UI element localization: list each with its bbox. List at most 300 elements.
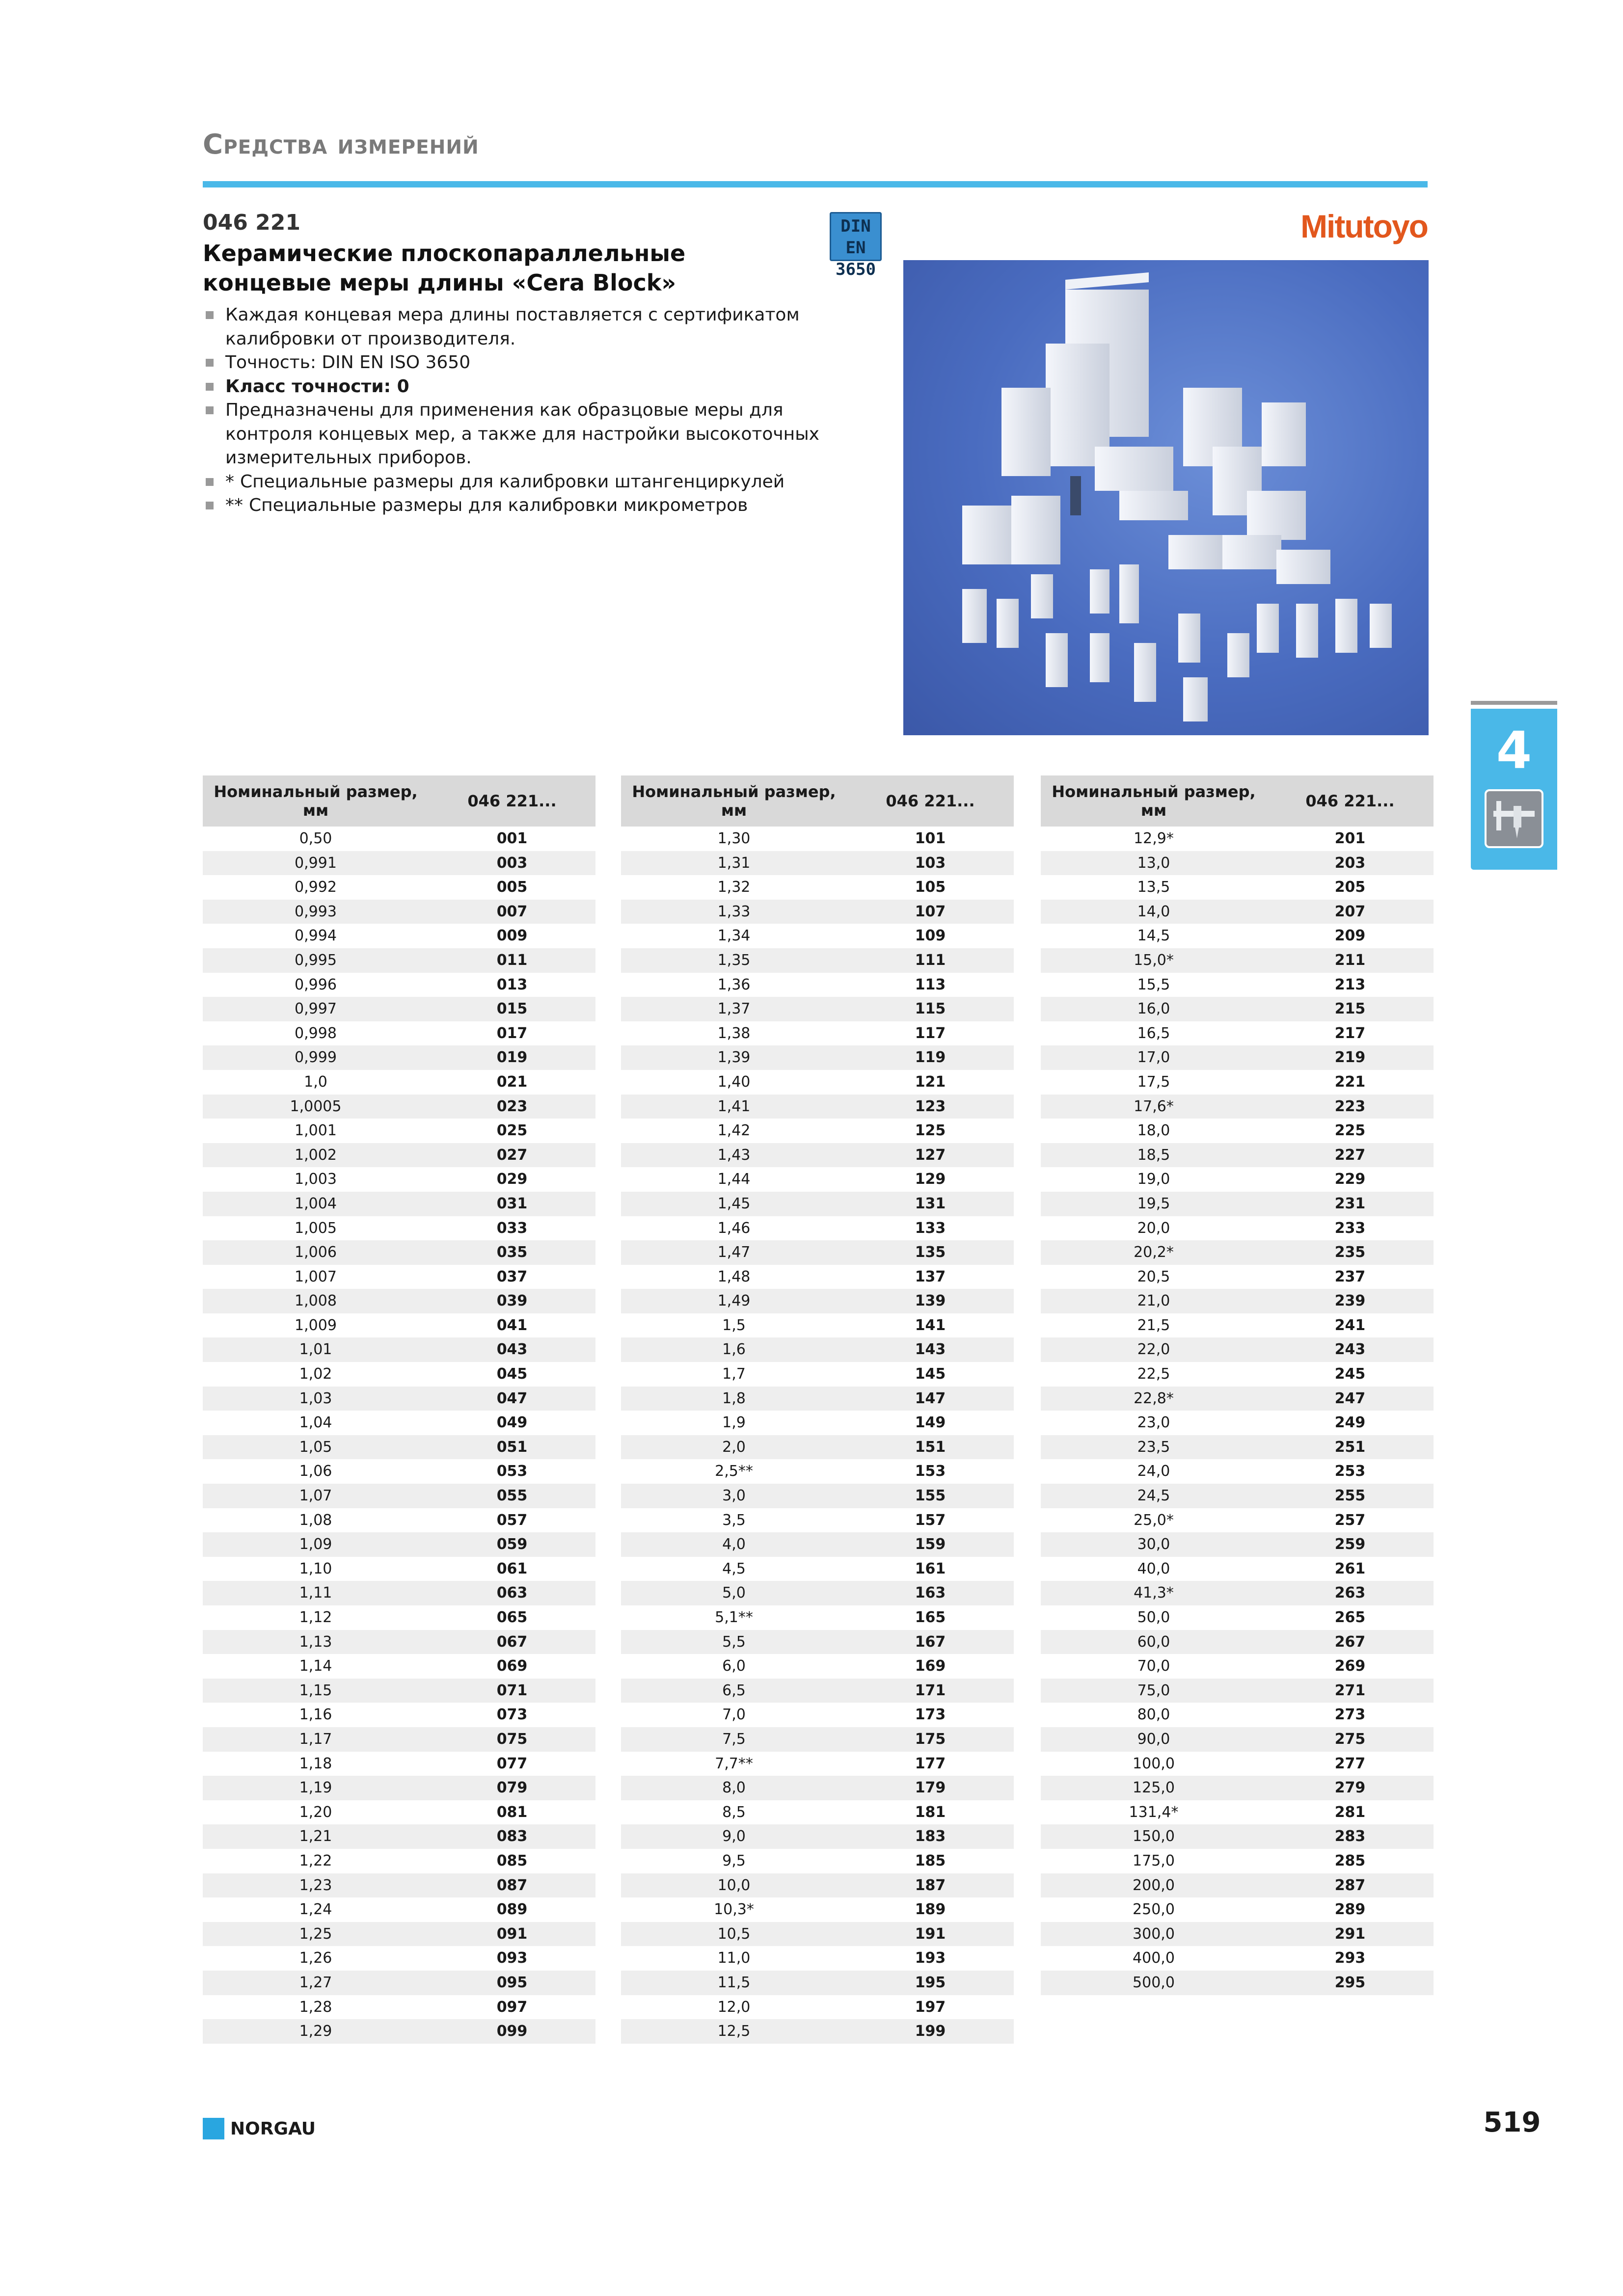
code-cell: 067 — [429, 1630, 595, 1655]
code-cell: 071 — [429, 1679, 595, 1703]
table-row — [621, 1021, 1014, 1046]
bullet-icon — [206, 502, 214, 509]
table-row — [1041, 1824, 1434, 1849]
table-row — [203, 1362, 595, 1387]
table-row — [1041, 1045, 1434, 1070]
size-cell: 1,9 — [722, 1414, 746, 1432]
table-row — [203, 1337, 595, 1362]
code-cell: 237 — [1334, 1268, 1366, 1285]
table-row — [1041, 1581, 1434, 1605]
size-cell: 11,0 — [717, 1949, 751, 1967]
size-cell: 400,0 — [1133, 1949, 1175, 1967]
code-cell: 113 — [915, 976, 946, 993]
code-cell: 219 — [1267, 1045, 1434, 1070]
table-row — [1041, 1703, 1434, 1727]
size-cell: 0,997 — [203, 997, 429, 1021]
table-row — [203, 827, 595, 851]
table-row — [1041, 1532, 1434, 1557]
code-cell: 089 — [496, 1901, 528, 1919]
table-row — [1041, 1849, 1434, 1873]
table-row — [621, 1362, 1014, 1387]
size-cell: 1,49 — [621, 1289, 847, 1313]
table-row — [203, 1095, 595, 1119]
code-cell: 231 — [1267, 1192, 1434, 1216]
size-cell: 19,5 — [1041, 1192, 1267, 1216]
code-cell: 213 — [1334, 976, 1366, 993]
size-cell: 17,0 — [1041, 1045, 1267, 1070]
size-cell: 1,16 — [299, 1706, 332, 1724]
table-row — [1041, 1313, 1434, 1338]
size-cell: 9,0 — [621, 1824, 847, 1849]
size-cell: 1,24 — [299, 1901, 332, 1919]
table-row — [1041, 1021, 1434, 1046]
table-row — [203, 1119, 595, 1143]
size-cell: 1,0005 — [203, 1095, 429, 1119]
table-row — [1041, 1557, 1434, 1581]
table-row — [621, 1337, 1014, 1362]
size-cell: 1,12 — [299, 1609, 332, 1626]
code-cell: 149 — [915, 1414, 946, 1432]
size-cell: 22,0 — [1041, 1337, 1267, 1362]
size-cell: 1,38 — [717, 1024, 751, 1042]
size-cell: 8,0 — [621, 1776, 847, 1800]
code-cell: 275 — [1267, 1727, 1434, 1752]
code-cell: 087 — [429, 1873, 595, 1898]
size-cell: 1,007 — [295, 1268, 337, 1285]
code-cell: 103 — [847, 851, 1014, 876]
code-cell: 059 — [429, 1532, 595, 1557]
table-row — [621, 1581, 1014, 1605]
table-row — [203, 1192, 595, 1216]
feature-item — [203, 399, 821, 470]
size-cell: 7,7** — [715, 1755, 753, 1772]
table-row — [1041, 827, 1434, 851]
code-cell: 259 — [1267, 1532, 1434, 1557]
code-cell: 099 — [429, 2019, 595, 2044]
table-row — [1041, 1897, 1434, 1922]
code-cell: 281 — [1334, 1803, 1366, 1821]
size-cell: 9,5 — [722, 1852, 746, 1869]
chapter-number: 4 — [1496, 721, 1532, 780]
size-table-1 — [203, 775, 595, 2044]
table-row — [1041, 1095, 1434, 1119]
code-cell: 139 — [847, 1289, 1014, 1313]
size-cell: 12,0 — [717, 1998, 751, 2016]
code-cell: 169 — [915, 1657, 946, 1675]
code-cell: 263 — [1267, 1581, 1434, 1605]
size-cell: 7,5 — [621, 1727, 847, 1752]
size-cell: 6,5 — [621, 1679, 847, 1703]
table-row — [1041, 1362, 1434, 1387]
code-cell: 053 — [496, 1463, 528, 1480]
table-row — [1041, 1289, 1434, 1313]
size-cell: 300,0 — [1041, 1922, 1267, 1947]
size-cell: 21,0 — [1041, 1289, 1267, 1313]
table-row — [203, 1605, 595, 1630]
size-cell: 15,5 — [1137, 976, 1170, 993]
size-cell: 25,0* — [1134, 1511, 1174, 1529]
table-row — [1041, 1800, 1434, 1825]
table-row — [203, 1216, 595, 1241]
size-cell: 40,0 — [1137, 1560, 1170, 1577]
table-row — [1041, 1411, 1434, 1435]
code-cell: 195 — [847, 1971, 1014, 1995]
code-cell: 107 — [847, 900, 1014, 924]
size-cell: 1,20 — [299, 1803, 332, 1821]
din-standard-badge — [830, 212, 882, 279]
code-cell: 081 — [496, 1803, 528, 1821]
size-cell: 0,50 — [299, 830, 332, 847]
bullet-icon — [206, 311, 214, 319]
code-cell: 295 — [1267, 1971, 1434, 1995]
size-cell: 75,0 — [1041, 1679, 1267, 1703]
size-cell: 1,01 — [203, 1337, 429, 1362]
size-cell: 1,43 — [621, 1143, 847, 1168]
table-row — [1041, 1946, 1434, 1971]
code-cell: 229 — [1334, 1171, 1366, 1188]
size-cell: 1,13 — [203, 1630, 429, 1655]
code-cell: 055 — [429, 1484, 595, 1508]
code-cell: 125 — [915, 1122, 946, 1140]
feature-text: Класс точности: 0 — [225, 376, 409, 397]
size-cell: 1,31 — [621, 851, 847, 876]
code-cell: 151 — [847, 1435, 1014, 1460]
size-cell: 250,0 — [1133, 1901, 1175, 1919]
table-row — [1041, 1070, 1434, 1095]
size-cell: 41,3* — [1041, 1581, 1267, 1605]
size-cell: 2,0 — [621, 1435, 847, 1460]
size-cell: 17,6* — [1041, 1095, 1267, 1119]
size-cell: 24,0 — [1137, 1463, 1170, 1480]
table-row — [203, 1508, 595, 1533]
code-cell: 173 — [915, 1706, 946, 1724]
size-cell: 12,9* — [1134, 830, 1174, 847]
size-cell: 1,34 — [717, 927, 751, 945]
table-row — [1041, 1508, 1434, 1533]
table-row — [203, 1557, 595, 1581]
size-cell: 14,0 — [1041, 900, 1267, 924]
table-row — [621, 1971, 1014, 1995]
table-row — [203, 1995, 595, 2020]
code-cell: 155 — [847, 1484, 1014, 1508]
size-cell: 1,04 — [299, 1414, 332, 1432]
code-cell: 233 — [1334, 1219, 1366, 1237]
code-cell: 147 — [847, 1387, 1014, 1411]
code-cell: 235 — [1267, 1240, 1434, 1265]
size-cell: 5,0 — [621, 1581, 847, 1605]
feature-text: Точность: DIN EN ISO 3650 — [225, 352, 471, 373]
size-cell: 11,5 — [621, 1971, 847, 1995]
size-cell: 0,994 — [295, 927, 337, 945]
code-cell: 035 — [429, 1240, 595, 1265]
header-size: Номинальный размер, мм — [621, 775, 847, 827]
table-row — [203, 1387, 595, 1411]
table-row — [203, 900, 595, 924]
code-cell: 285 — [1334, 1852, 1366, 1869]
table-row — [621, 1484, 1014, 1508]
code-cell: 025 — [496, 1122, 528, 1140]
table-row — [621, 1045, 1014, 1070]
size-cell: 1,44 — [717, 1171, 751, 1188]
table-row — [203, 1411, 595, 1435]
table-row — [621, 1873, 1014, 1898]
code-cell: 277 — [1334, 1755, 1366, 1772]
size-cell: 1,06 — [299, 1463, 332, 1480]
product-title: Керамические плоскопараллельные концевые меры длины «Cera Block» — [203, 240, 686, 296]
size-cell: 1,47 — [621, 1240, 847, 1265]
size-cell: 16,5 — [1137, 1024, 1170, 1042]
code-cell: 197 — [915, 1998, 946, 2016]
size-cell: 1,15 — [203, 1679, 429, 1703]
feature-item — [203, 470, 821, 494]
table-row — [1041, 1216, 1434, 1241]
size-cell: 7,0 — [722, 1706, 746, 1724]
table-row — [621, 924, 1014, 948]
size-cell: 1,17 — [203, 1727, 429, 1752]
size-cell: 20,0 — [1137, 1219, 1170, 1237]
size-cell: 22,8* — [1041, 1387, 1267, 1411]
size-cell: 19,0 — [1137, 1171, 1170, 1188]
size-cell: 1,003 — [295, 1171, 337, 1188]
size-cell: 0,999 — [203, 1045, 429, 1070]
table-row — [203, 1679, 595, 1703]
table-row — [1041, 1143, 1434, 1168]
table-row — [621, 1897, 1014, 1922]
section-title: Средства измерений — [203, 129, 479, 160]
code-cell: 245 — [1334, 1365, 1366, 1383]
bullet-icon — [206, 478, 214, 486]
code-cell: 043 — [429, 1337, 595, 1362]
size-cell: 30,0 — [1041, 1532, 1267, 1557]
code-cell: 143 — [847, 1337, 1014, 1362]
table-row — [621, 1192, 1014, 1216]
table-row — [203, 1971, 595, 1995]
code-cell: 217 — [1334, 1024, 1366, 1042]
table-row — [621, 1630, 1014, 1655]
code-cell: 227 — [1267, 1143, 1434, 1168]
table-row — [1041, 1167, 1434, 1192]
code-cell: 015 — [429, 997, 595, 1021]
table-row — [203, 1630, 595, 1655]
table-row — [203, 1484, 595, 1508]
code-cell: 221 — [1334, 1073, 1366, 1091]
code-cell: 159 — [847, 1532, 1014, 1557]
size-cell: 1,33 — [621, 900, 847, 924]
code-cell: 131 — [847, 1192, 1014, 1216]
size-cell: 1,41 — [621, 1095, 847, 1119]
code-cell: 095 — [429, 1971, 595, 1995]
table-row — [203, 1143, 595, 1168]
code-cell: 279 — [1267, 1776, 1434, 1800]
size-cell: 200,0 — [1041, 1873, 1267, 1898]
table-row — [203, 1946, 595, 1971]
code-cell: 041 — [496, 1316, 528, 1334]
size-cell: 1,35 — [621, 948, 847, 973]
size-cell: 1,009 — [295, 1316, 337, 1334]
code-cell: 193 — [915, 1949, 946, 1967]
code-cell: 253 — [1334, 1463, 1366, 1480]
size-cell: 1,05 — [203, 1435, 429, 1460]
size-cell: 0,998 — [295, 1024, 337, 1042]
table-row — [621, 1119, 1014, 1143]
code-cell: 007 — [429, 900, 595, 924]
size-cell: 1,7 — [722, 1365, 746, 1383]
size-cell: 8,5 — [722, 1803, 746, 1821]
size-cell: 21,5 — [1137, 1316, 1170, 1334]
size-cell: 0,996 — [295, 976, 337, 993]
bullet-icon — [206, 406, 214, 414]
code-cell: 265 — [1334, 1609, 1366, 1626]
caliper-icon — [1485, 789, 1543, 848]
table-row — [203, 2019, 595, 2044]
code-cell: 109 — [915, 927, 946, 945]
code-cell: 045 — [496, 1365, 528, 1383]
size-cell: 0,993 — [203, 900, 429, 924]
size-cell: 1,03 — [203, 1387, 429, 1411]
header-code: 046 221... — [847, 775, 1014, 827]
size-cell: 1,29 — [203, 2019, 429, 2044]
table-row — [203, 1045, 595, 1070]
code-cell: 115 — [847, 997, 1014, 1021]
table-row — [621, 1240, 1014, 1265]
size-cell: 1,8 — [621, 1387, 847, 1411]
size-cell: 1,006 — [203, 1240, 429, 1265]
table-row — [1041, 948, 1434, 973]
size-cell: 1,32 — [717, 879, 751, 896]
size-cell: 1,5 — [722, 1316, 746, 1334]
table-row — [1041, 1922, 1434, 1947]
code-cell: 163 — [847, 1581, 1014, 1605]
table-row — [203, 1070, 595, 1095]
size-cell: 1,0 — [304, 1073, 327, 1091]
table-row — [621, 1265, 1014, 1289]
code-cell: 075 — [429, 1727, 595, 1752]
bullet-icon — [206, 359, 214, 367]
table-row — [203, 1897, 595, 1922]
table-row — [203, 997, 595, 1021]
size-cell: 1,21 — [203, 1824, 429, 1849]
table-row — [1041, 973, 1434, 997]
code-cell: 027 — [429, 1143, 595, 1168]
table-row — [621, 1557, 1014, 1581]
table-row — [621, 1727, 1014, 1752]
code-cell: 201 — [1334, 830, 1366, 847]
code-cell: 129 — [915, 1171, 946, 1188]
size-cell: 18,5 — [1041, 1143, 1267, 1168]
size-cell: 20,2* — [1041, 1240, 1267, 1265]
size-cell: 175,0 — [1133, 1852, 1175, 1869]
size-table-3 — [1041, 775, 1434, 1995]
code-cell: 203 — [1267, 851, 1434, 876]
size-cell: 90,0 — [1041, 1727, 1267, 1752]
code-cell: 051 — [429, 1435, 595, 1460]
header-code: 046 221... — [429, 775, 595, 827]
feature-item — [203, 351, 821, 375]
table-row — [1041, 1459, 1434, 1484]
size-cell: 10,0 — [621, 1873, 847, 1898]
table-row — [621, 997, 1014, 1021]
size-cell: 4,0 — [621, 1532, 847, 1557]
table-row — [621, 1387, 1014, 1411]
brand-name: Mitutoyo — [1300, 208, 1428, 244]
size-cell: 1,18 — [299, 1755, 332, 1772]
table-row — [203, 1800, 595, 1825]
code-cell: 183 — [847, 1824, 1014, 1849]
table-row — [621, 900, 1014, 924]
code-cell: 291 — [1267, 1922, 1434, 1947]
table-row — [1041, 851, 1434, 876]
table-row — [621, 1289, 1014, 1313]
header-code: 046 221... — [1267, 775, 1434, 827]
feature-item — [203, 375, 821, 399]
size-cell: 131,4* — [1129, 1803, 1179, 1821]
size-cell: 125,0 — [1041, 1776, 1267, 1800]
feature-text: Каждая концевая мера длины поставляется с сертификатом калибровки от производителя. — [225, 305, 800, 349]
code-cell: 161 — [915, 1560, 946, 1577]
size-cell: 16,0 — [1041, 997, 1267, 1021]
code-cell: 215 — [1267, 997, 1434, 1021]
size-cell: 3,0 — [621, 1484, 847, 1508]
code-cell: 223 — [1267, 1095, 1434, 1119]
table-row — [203, 973, 595, 997]
table-row — [203, 1849, 595, 1873]
table-row — [1041, 1387, 1434, 1411]
table-row — [621, 1824, 1014, 1849]
code-cell: 013 — [496, 976, 528, 993]
size-cell: 1,14 — [299, 1657, 332, 1675]
code-cell: 097 — [496, 1998, 528, 2016]
size-cell: 1,002 — [203, 1143, 429, 1168]
table-row — [1041, 1630, 1434, 1655]
code-cell: 251 — [1267, 1435, 1434, 1460]
table-row — [621, 1849, 1014, 1873]
code-cell: 033 — [496, 1219, 528, 1237]
size-cell: 5,1** — [715, 1609, 753, 1626]
table-row — [1041, 900, 1434, 924]
code-cell: 267 — [1267, 1630, 1434, 1655]
brand-square-icon — [203, 2118, 224, 2139]
code-cell: 001 — [496, 830, 528, 847]
code-cell: 117 — [915, 1024, 946, 1042]
size-cell: 6,0 — [722, 1657, 746, 1675]
table-row — [621, 1411, 1014, 1435]
size-cell: 1,26 — [299, 1949, 332, 1967]
size-table-2 — [621, 775, 1014, 2044]
footer-brand-name: NORGAU — [230, 2119, 316, 2139]
table-row — [621, 1143, 1014, 1168]
size-cell: 1,37 — [621, 997, 847, 1021]
code-cell: 167 — [847, 1630, 1014, 1655]
code-cell: 091 — [429, 1922, 595, 1947]
code-cell: 031 — [429, 1192, 595, 1216]
header-size: Номинальный размер, мм — [203, 775, 429, 827]
table-row — [621, 1532, 1014, 1557]
code-cell: 011 — [429, 948, 595, 973]
code-cell: 189 — [915, 1901, 946, 1919]
code-cell: 179 — [847, 1776, 1014, 1800]
code-cell: 017 — [496, 1024, 528, 1042]
chapter-tab[interactable] — [1471, 701, 1557, 870]
table-row — [203, 924, 595, 948]
code-cell: 205 — [1334, 879, 1366, 896]
code-cell: 127 — [847, 1143, 1014, 1168]
size-cell: 13,0 — [1041, 851, 1267, 876]
code-cell: 171 — [847, 1679, 1014, 1703]
table-row — [1041, 1654, 1434, 1679]
table-row — [621, 851, 1014, 876]
size-cell: 1,25 — [203, 1922, 429, 1947]
header-size: Номинальный размер, мм — [1041, 775, 1267, 827]
